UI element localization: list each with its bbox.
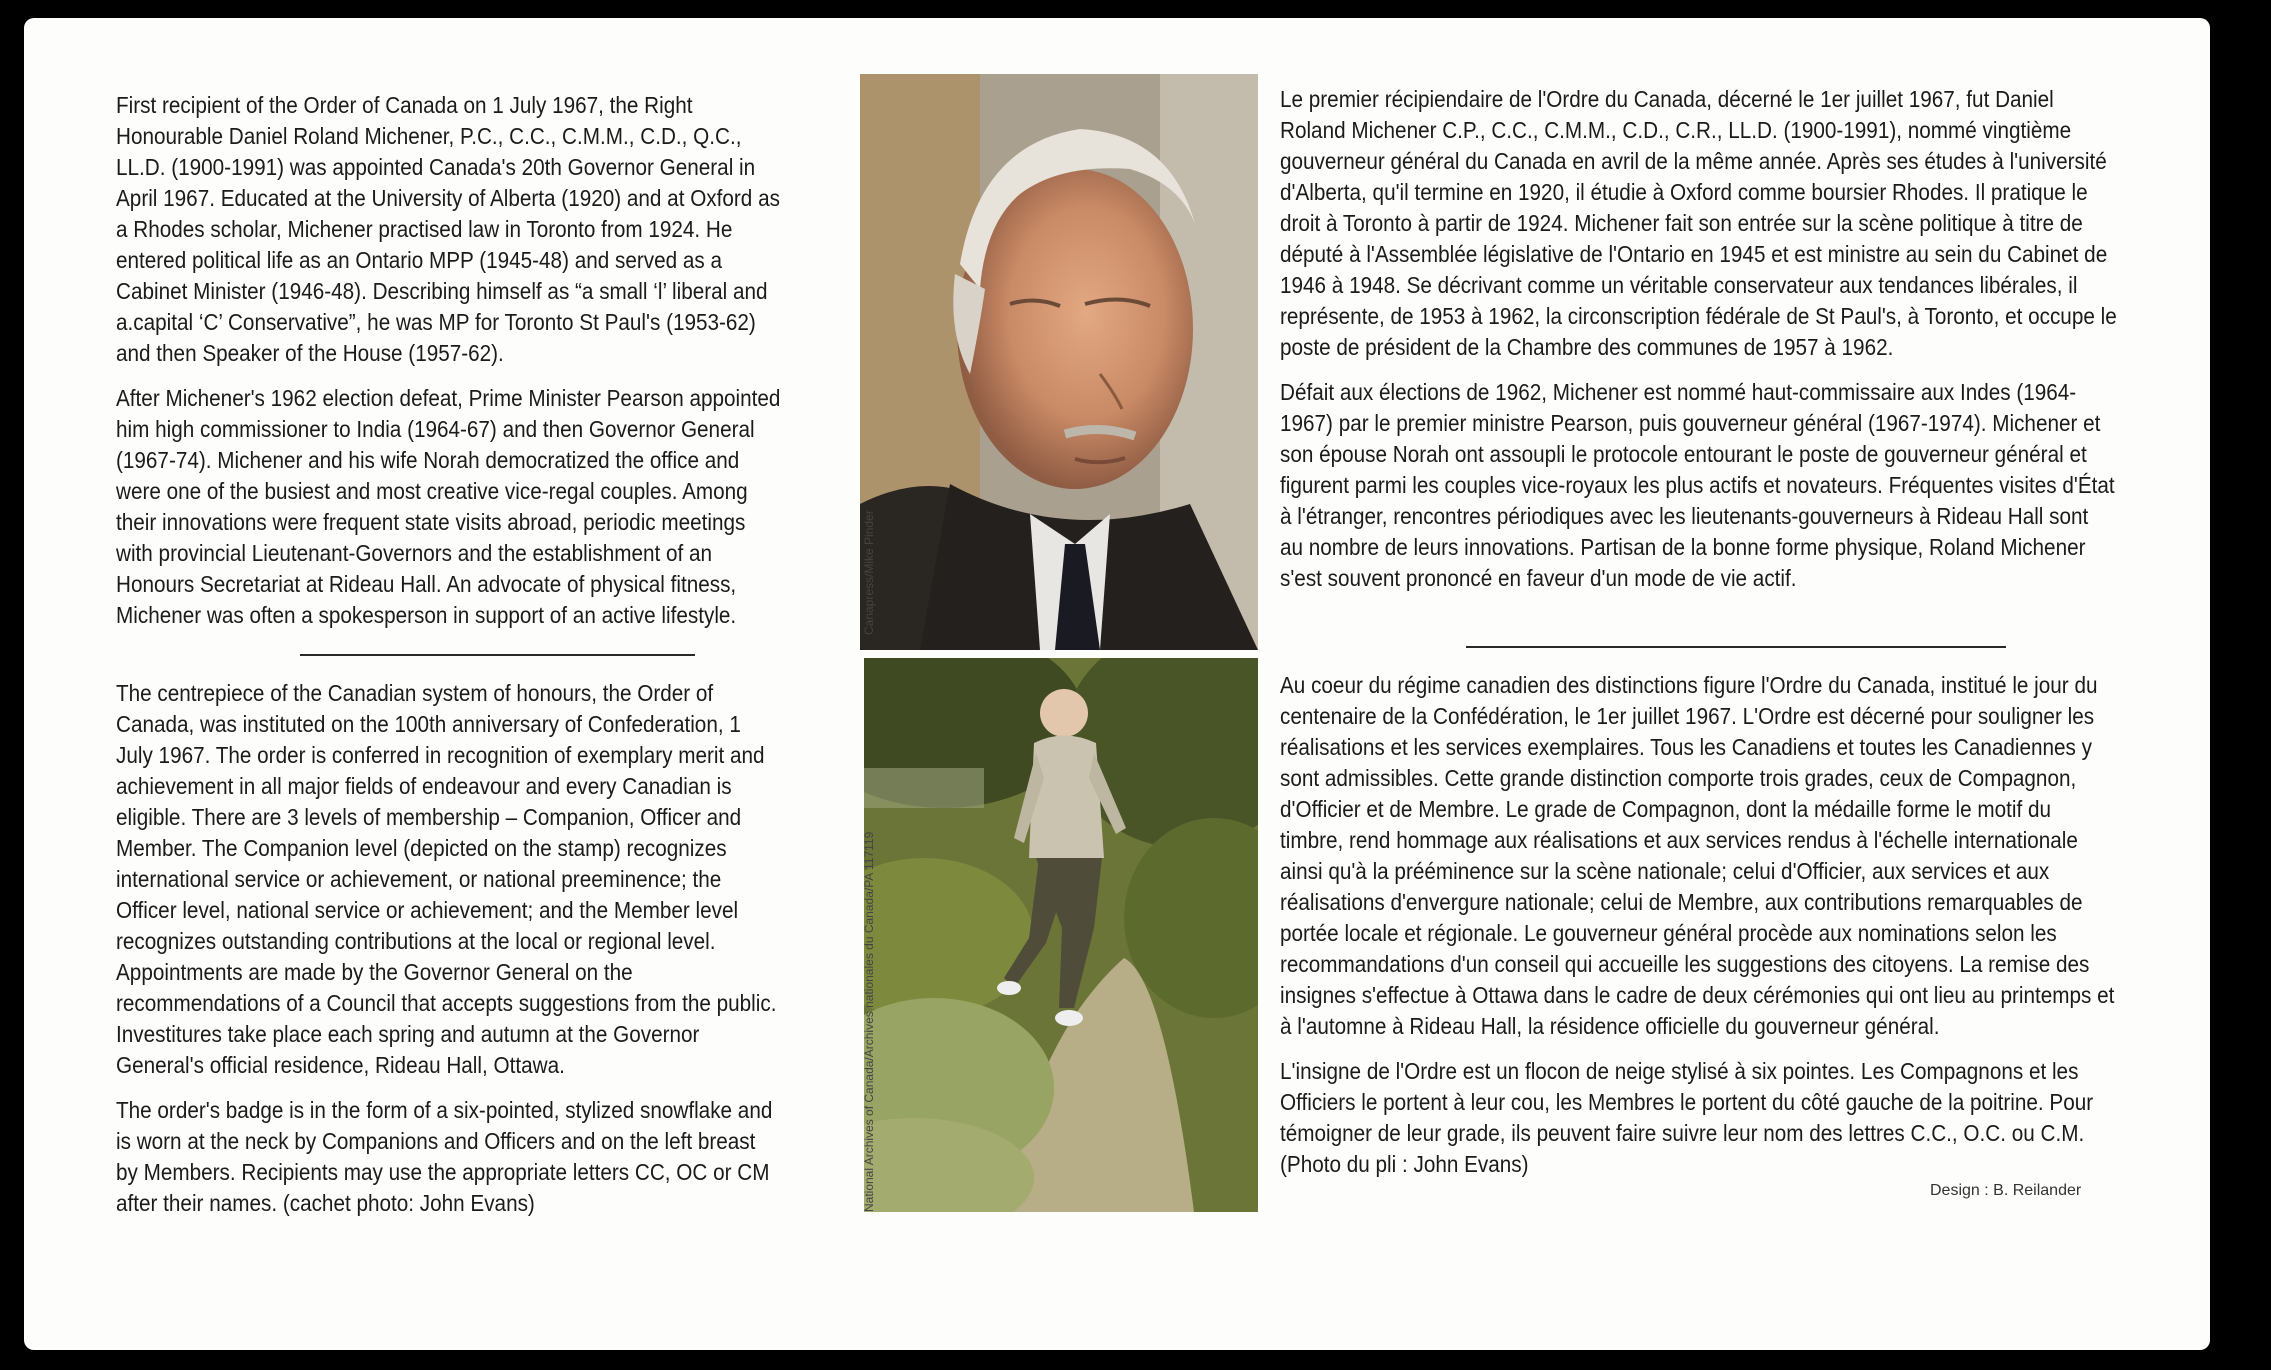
bottom-photo-credit: National Archives of Canada/Archives nationales du Canada/PA 117119 [862, 831, 876, 1212]
english-paragraph-4: The order's badge is in the form of a six-pointed, stylized snowflake and is worn at the neck by Companions and Officers and on the left breast by Members. Recipients may use the appropriate letters CC, OC or CM after their names. (cachet photo: John Evans) [116, 1097, 773, 1216]
french-divider [1466, 646, 2006, 648]
french-text-lower [1280, 670, 2117, 1194]
english-paragraph-3: The centrepiece of the Canadian system of honours, the Order of Canada, was instituted on the 100th anniversary of Confederation, 1 July 1967. The order is conferred in recognition of exemplary merit and achievement in all major fields of endeavour and every Canadian is eligible. There are 3 levels of membership – Companion, Officer and Member. The Companion level (depicted on the stamp) recognizes international service or achievement, or national preeminence; the Officer level, national service or achievement; and the Member level recognizes outstanding contributions at the local or regional level. Appointments are made by the Governor General on the recommendations of a Council that accepts suggestions from the public. Investitures take place each spring and autumn at the Governor General's official residence, Rideau Hall, Ottawa. [116, 680, 777, 1078]
english-paragraph-1: First recipient of the Order of Canada on 1 July 1967, the Right Honourable Daniel Roland Michener, P.C., C.C., C.M.M., C.D., Q.C., LL.D. (1900-1991) was appointed Canada's 20th Governor General in April 1967. Educated at the University of Alberta (1920) and at Oxford as a Rhodes scholar, Michener practised law in Toronto from 1924. He entered political life as an Ontario MPP (1945-48) and served as a Cabinet Minister (1946-48). Describing himself as “a small ‘l’ liberal and a.capital ‘C’ Conservative”, he was MP for Toronto St Paul's (1953-62) and then Speaker of the House (1957-62). [116, 92, 780, 366]
french-paragraph-3: Au coeur du régime canadien des distinctions figure l'Ordre du Canada, institué le jour du centenaire de la Confédération, le 1er juillet 1967. L'Ordre est décerné pour souligner les réalisations et les services exemplaires. Tous les Canadiens et toutes les Canadiennes y sont admissibles. Cette grande distinction comporte trois grades, ceux de Compagnon, d'Officier et de Membre. Le grade de Compagnon, dont la médaille forme le motif du timbre, rend hommage aux réalisations et aux services rendus à l'échelle internationale ainsi qu'à la prééminence sur la scène nationale; celui d'Officier, aux services et aux réalisations d'envergure nationale; celui de Membre, aux contributions remarquables de portée locale et régionale. Le gouverneur général procède aux nominations selon les recommandations d'un conseil qui accueille les suggestions des citoyens. La remise des insignes s'effectue à Ottawa dans le cadre de deux cérémonies qui ont lieu au printemps et à l'automne à Rideau Hall, la résidence officielle du gouverneur général. [1280, 672, 2115, 1039]
english-text-upper [116, 90, 782, 645]
portrait-illustration [860, 74, 1258, 650]
french-paragraph-4: L'insigne de l'Ordre est un flocon de neige stylisé à six pointes. Les Compagnons et les Officiers le portent à leur cou, les Membres le portent du côté gauche de la poitrine. Pour témoigner de leur grade, ils peuvent faire suivre leur nom des lettres C.C., O.C. ou C.M. (Photo du pli : John Evans) [1280, 1058, 2094, 1177]
french-paragraph-2: Défait aux élections de 1962, Michener est nommé haut-commissaire aux Indes (1964-1967) par le premier ministre Pearson, puis gouverneur général (1967-1974). Michener et son épouse Norah ont assoupli le protocole entourant le poste de gouverneur général et figurent parmi les couples vice-royaux les plus actifs et novateurs. Fréquentes visites d'État à l'étranger, rencontres périodiques avec les lieutenants-gouverneurs à Rideau Hall sont au nombre de leurs innovations. Partisan de la bonne forme physique, Roland Michener s'est souvent prononcé en faveur d'un mode de vie actif. [1280, 379, 2115, 591]
design-credit: Design : B. Reilander [1930, 1182, 2082, 1199]
english-paragraph-2: After Michener's 1962 election defeat, Prime Minister Pearson appointed him high commissioner to India (1964-67) and then Governor General (1967-74). Michener and his wife Norah democratized the office and were one of the busiest and most creative vice-regal couples. Among their innovations were frequent state visits abroad, periodic meetings with provincial Lieutenant-Governors and the establishment of an Honours Secretariat at Rideau Hall. An advocate of physical fitness, Michener was often a spokesperson in support of an active lifestyle. [116, 385, 781, 628]
english-divider [300, 654, 695, 656]
portrait-photo [860, 74, 1258, 650]
english-text-lower [116, 678, 782, 1233]
top-photo-credit: Canapress/Mike Pinder [862, 510, 876, 635]
french-text-upper [1280, 84, 2117, 608]
walking-photo [864, 658, 1258, 1212]
french-paragraph-1: Le premier récipiendaire de l'Ordre du Canada, décerné le 1er juillet 1967, fut Daniel Roland Michener C.P., C.C., C.M.M., C.D., C.R., LL.D. (1900-1991), nommé vingtième gouverneur général du Canada en avril de la même année. Après ses études à l'université d'Alberta, qu'il termine en 1920, il étudie à Oxford comme boursier Rhodes. Il pratique le droit à Toronto à partir de 1924. Michener fait son entrée sur la scène politique à titre de député à l'Assemblée législative de l'Ontario en 1945 et est ministre au sein du Cabinet de 1946 à 1948. Se décrivant comme un véritable conservateur aux tendances libérales, il représente, de 1953 à 1962, la circonscription fédérale de St Paul's, à Toronto, et occupe le poste de président de la Chambre des communes de 1957 à 1962. [1280, 86, 2117, 360]
walking-illustration [864, 658, 1258, 1212]
